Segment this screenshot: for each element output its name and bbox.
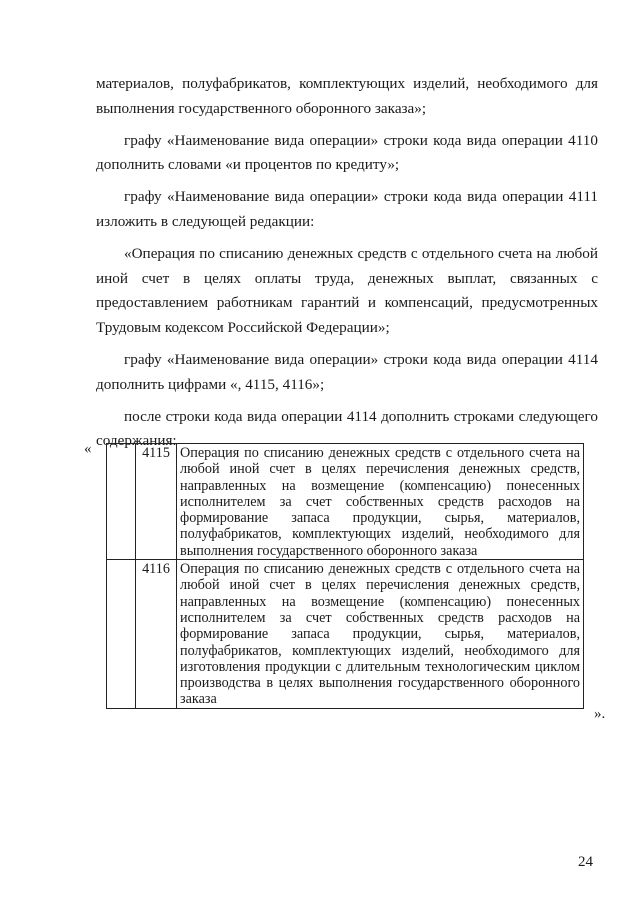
table-cell-empty	[107, 560, 136, 709]
paragraph-3: графу «Наименование вида операции» строки кода вида операции 4111 изложить в следующей редакции:	[96, 188, 598, 230]
paragraph-6: после строки кода вида операции 4114 дополнить строками следующего содержания:	[96, 407, 598, 450]
document-body	[96, 72, 598, 454]
table-row	[107, 560, 584, 709]
operation-codes-table	[106, 443, 584, 709]
page-number: 24	[578, 854, 593, 870]
paragraph-5: графу «Наименование вида операции» строки кода вида операции 4114 дополнить цифрами «, 4115, 4116»;	[96, 350, 598, 393]
operation-description-cell: Операция по списанию денежных средств с отдельного счета на любой иной счет в целях перечисления денежных средств, направленных на возмещение (компенсацию) понесенных исполнителем за счет собственных средств расходов на формирование запаса продукции, сырья, материалов, полуфабрикатов, комплектующих изделий, необходимого для изготовления продукции с длительным технологическим циклом производства в целях выполнения государственного оборонного заказа	[177, 560, 584, 709]
operation-code-cell: 4115	[136, 444, 177, 560]
table-cell-empty	[107, 444, 136, 560]
table-row	[107, 444, 584, 560]
closing-quote-mark: ».	[594, 706, 606, 722]
paragraph-1: материалов, полуфабрикатов, комплектующих изделий, необходимого для выполнения государственного оборонного заказа»;	[96, 75, 598, 117]
operation-description-cell: Операция по списанию денежных средств с отдельного счета на любой иной счет в целях перечисления денежных средств, направленных на возмещение (компенсацию) понесенных исполнителем за счет собственных средств расходов на формирование запаса продукции, сырья, материалов, полуфабрикатов, комплектующих изделий, необходимого для выполнения государственного оборонного заказа	[177, 444, 584, 560]
paragraph-4: «Операция по списанию денежных средств с отдельного счета на любой иной счет в целях оплаты труда, денежных выплат, связанных с предоставлением работникам гарантий и компенсаций, предусмотренных Трудовым кодексом Российской Федерации»;	[96, 244, 598, 337]
operation-code-cell: 4116	[136, 560, 177, 709]
paragraph-2: графу «Наименование вида операции» строки кода вида операции 4110 дополнить словами «и процентов по кредиту»;	[96, 131, 598, 174]
opening-quote-mark: «	[84, 441, 92, 457]
